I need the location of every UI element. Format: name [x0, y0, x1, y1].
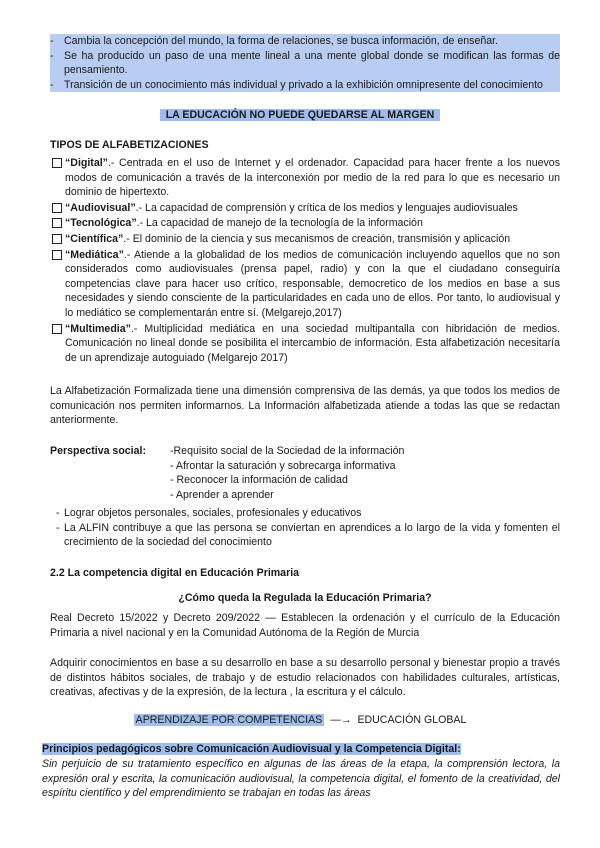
list-item: -Requisito social de la Sociedad de la información: [170, 445, 405, 457]
checkbox-icon: [52, 158, 62, 168]
list-item: - Afrontar la saturación y sobrecarga informativa: [170, 459, 396, 472]
alfin-paragraph: La Alfabetización Formalizada tiene una dimensión comprensiva de las demás, ya que todos los medios de comunicación nos permiten informarnos. La Información alfabetizada atiende a todas las que se redactan anteriormente.: [50, 385, 560, 427]
banner: LA EDUCACIÓN NO PUEDE QUEDARSE AL MARGEN: [0, 108, 600, 123]
intro-bullets: [50, 34, 560, 92]
list-item: - La ALFIN contribuye a que las persona se conviertan en aprendices a lo largo de la vida y fomenten el crecimiento de la sociedad del conocimiento: [56, 521, 560, 549]
list-item: - Lograr objetos personales, sociales, profesionales y educativos: [56, 507, 362, 519]
decreto-paragraph: Real Decreto 15/2022 y Decreto 209/2022 — Establecen la ordenación y el currículo de la Educación Primaria a nivel nacional y en la Comunidad Autónoma de la Región de Murcia: [50, 612, 560, 639]
tipos-list: [50, 156, 560, 366]
list-item: “Digital”.- Centrada en el uso de Internet y el ordenador. Capacidad para hacer frente a los nuevos modos de comunicación a través de la interconexión por medio de la red para lo que es necesario un dominio de hipertexto.: [50, 156, 560, 200]
question-heading: ¿Cómo queda la Regulada la Educación Primaria?: [178, 592, 432, 604]
list-item: - Aprender a aprender: [170, 488, 274, 501]
checkbox-icon: [52, 234, 62, 244]
list-item: - Se ha producido un paso de una mente lineal a una mente global donde se modifican las formas de pensamiento.: [50, 49, 560, 77]
list-item: - Reconocer la información de calidad: [170, 474, 348, 487]
arrow-icon: —→: [330, 714, 352, 726]
list-item: - Transición de un conocimiento más individual y privado a la exhibición omnipresente del conocimiento: [50, 78, 560, 93]
competencias-line: APRENDIZAJE POR COMPETENCIAS —→ EDUCACIÓN GLOBAL: [135, 714, 467, 726]
checkbox-icon: [52, 203, 62, 213]
perspectiva-label: Perspectiva social:: [50, 445, 146, 457]
perspectiva-social: [50, 444, 560, 502]
checkbox-icon: [52, 250, 62, 260]
list-item: - Cambia la concepción del mundo, la forma de relaciones, se busca información, de enseñar.: [50, 34, 560, 49]
list-item: “Audiovisual”.- La capacidad de comprensión y crítica de los medios y lenguajes audiovisuales: [50, 201, 560, 216]
checkbox-icon: [52, 218, 62, 228]
principios-heading: Principios pedagógicos sobre Comunicación Audiovisual y la Competencia Digital:: [42, 743, 461, 755]
checkbox-icon: [52, 324, 62, 334]
extra-bullets: [50, 506, 560, 550]
perspectiva-items: [170, 444, 404, 502]
section-title: 2.2 La competencia digital en Educación Primaria: [50, 567, 300, 579]
list-item: “Científica”.- El dominio de la ciencia y sus mecanismos de creación, transmisión y aplicación: [50, 232, 560, 247]
adquirir-paragraph: Adquirir conocimientos en base a su desarrollo en base a su desarrollo personal y bienestar propio a través de distintos hábitos sociales, de trabajo y de estudio relacionados con habilidades culturales, artísticas, creativas, afectivas y de la expresión, de la lectura , la escritura y el cálculo.: [50, 657, 560, 699]
tipos-heading: TIPOS DE ALFABETIZACIONES: [50, 139, 209, 151]
list-item: “Mediática”.- Atiende a la globalidad de los medios de comunicación incluyendo aquellos que no son considerados como audiovisuales (prensa papel, radio) y con la que el ciudadano conseguiría competencias clave para hacer uso crítico, responsable, democretico de los medios en base a sus necesidades y siendo consciente de la particularidades en cada uno de ellos. Por tanto, lo audiovisual y lo mediático se complementarán entre sí. (Melgarejo,2017): [50, 248, 560, 321]
principios-text: Sin perjuicio de su tratamiento específico en algunas de las áreas de la etapa, la comprensión lectora, la expresión oral y escrita, la comunicación audiovisual, la competencia digital, el fomento de la creatividad, del espíritu científico y del emprendimiento se trabajan en todas las áreas: [42, 758, 560, 800]
list-item: “Multimedia”.- Multiplicidad mediática en una sociedad multipantalla con hibridación de medios. Comunicación no lineal donde se posibilita el intercambio de información. Esta alfabetización necesitaría de un aprendizaje autoguiado (Melgarejo 2017): [50, 322, 560, 366]
list-item: “Tecnológica”.- La capacidad de manejo de la tecnología de la información: [50, 216, 560, 231]
